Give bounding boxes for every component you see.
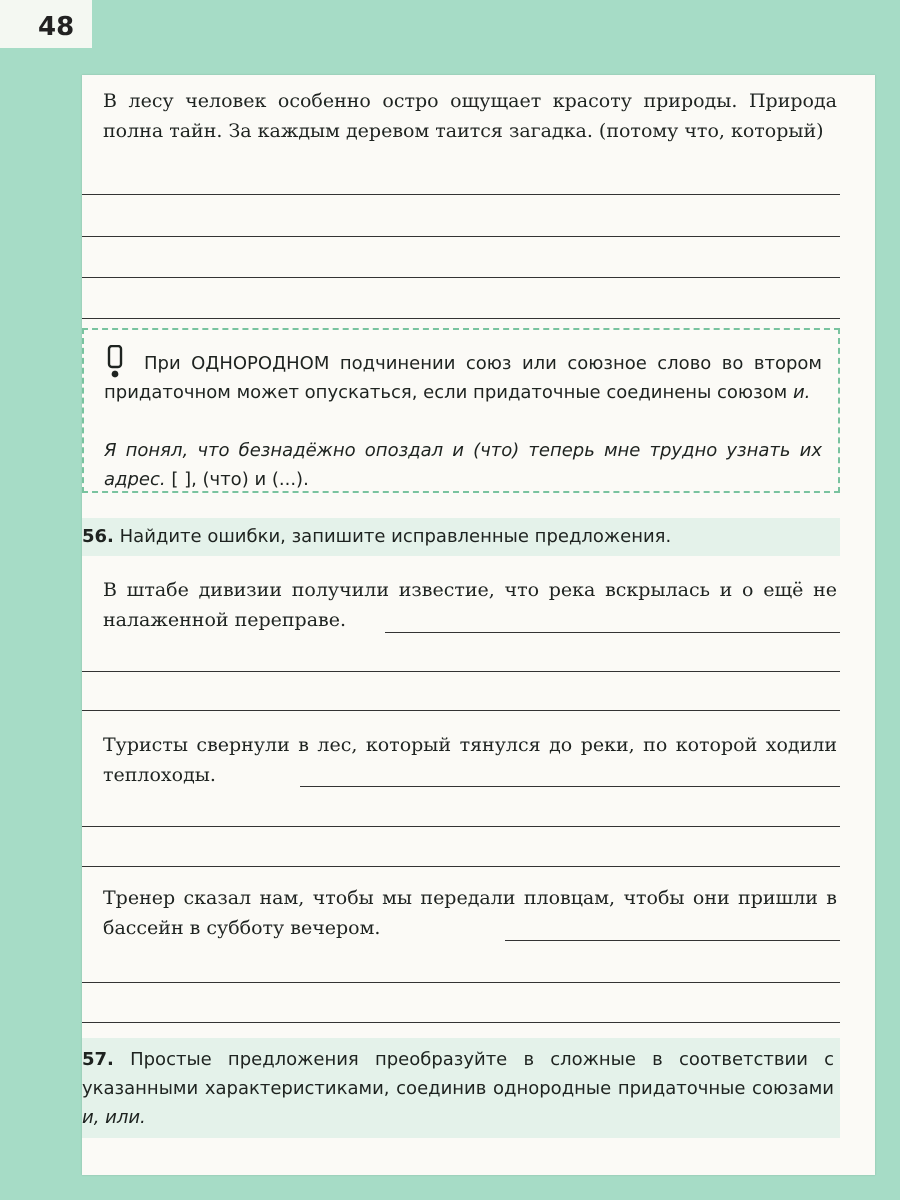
task-56-number: 56. (82, 526, 114, 547)
page-number: 48 (38, 12, 75, 42)
task-56-heading (82, 522, 840, 551)
answer-line[interactable] (82, 710, 840, 711)
answer-line[interactable] (82, 194, 840, 195)
answer-line[interactable] (385, 632, 840, 633)
rule-text-block (104, 349, 822, 407)
rule-text: При ОДНОРОДНОМ подчинении союз или союзное слово во втором придаточном может опускаться, если придаточные соединены союзом (104, 353, 822, 403)
answer-line[interactable] (82, 671, 840, 672)
task-57-conjunctions: и, или. (82, 1107, 146, 1128)
rule-example-block (104, 436, 822, 494)
task-57-number: 57. (82, 1049, 114, 1070)
sentence-2: Туристы свернули в лес, который тянулся до реки, по которой ходили теплоходы. (103, 734, 837, 786)
rule-note-box (82, 328, 840, 493)
answer-line[interactable] (82, 236, 840, 237)
answer-line[interactable] (505, 940, 840, 941)
rule-example: Я понял, что безнадёжно опоздал и (что) теперь мне трудно узнать их адрес. (104, 440, 822, 490)
answer-line[interactable] (300, 786, 840, 787)
answer-line[interactable] (82, 318, 840, 319)
answer-line[interactable] (82, 277, 840, 278)
task-57-heading (82, 1045, 834, 1132)
sentence-1: В штабе дивизии получили известие, что река вскрылась и о ещё не налаженной переправе. (103, 579, 837, 631)
exercise-text-top: В лесу человек особенно остро ощущает красоту природы. Природа полна тайн. За каждым деревом таится загадка. (потому что, который) (103, 90, 837, 142)
answer-line[interactable] (82, 1022, 840, 1023)
page-number-tab (0, 0, 92, 48)
task-57-instruction: Простые предложения преобразуйте в сложные в соответствии с указанными характеристиками, соединив однородные придаточные союзами (82, 1049, 834, 1099)
task-56-instruction: Найдите ошибки, запишите исправленные предложения. (119, 526, 672, 547)
sentence-3: Тренер сказал нам, чтобы мы передали пловцам, чтобы они пришли в бассейн в субботу вечером. (103, 887, 837, 939)
answer-line[interactable] (82, 826, 840, 827)
rule-conjunction: и. (792, 382, 811, 403)
answer-line[interactable] (82, 866, 840, 867)
answer-line[interactable] (82, 982, 840, 983)
rule-scheme: [ ], (что) и (...). (171, 469, 309, 490)
